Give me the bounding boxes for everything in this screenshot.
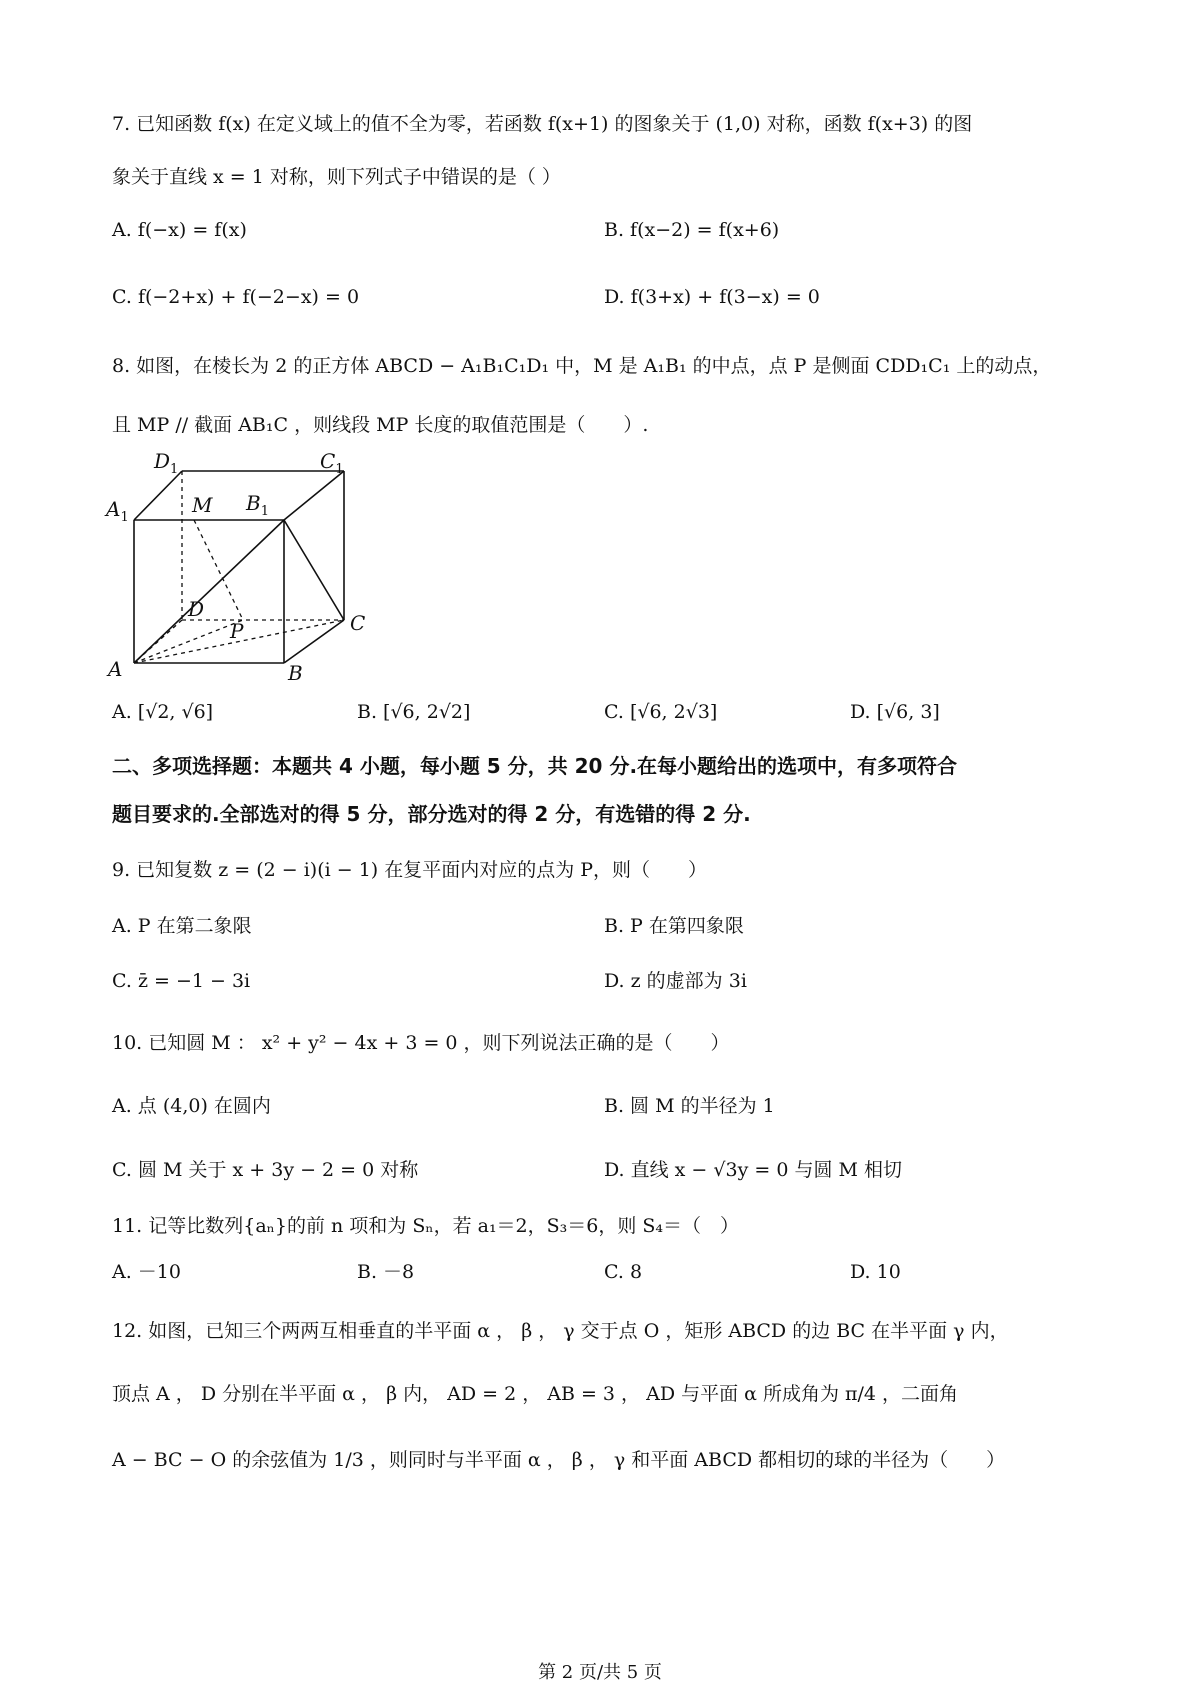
q10-stem: 10. 已知圆 M ： x² + y² − 4x + 3 = 0 ，则下列说法正确的是（ ） [112,1032,730,1054]
edge-a1-d1 [134,471,182,520]
q11-stem: 11. 记等比数列{aₙ}的前 n 项和为 Sₙ，若 a₁＝2，S₃＝6，则 S₄＝（ ） [112,1215,740,1237]
q12-stem-line3: A − BC − O 的余弦值为 1/3 ，则同时与半平面 α ， β ， γ 和平面 ABCD 都相切的球的半径为（ ） [112,1449,1006,1471]
edge-b1-c [284,520,344,620]
label-p: P [230,619,244,643]
section2-header-line2: 题目要求的.全部选对的得 5 分，部分选对的得 2 分，有选错的得 2 分. [112,802,751,826]
q8-option-a[interactable]: A. [√2, √6] [112,701,214,723]
edge-a-b1 [134,520,284,663]
section2-header-line1: 二、多项选择题：本题共 4 小题，每小题 5 分，共 20 分.在每小题给出的选项中，有多项符合 [112,754,958,778]
page-footer: 第 2 页/共 5 页 [538,1662,662,1683]
q8-stem-line1: 8. 如图，在棱长为 2 的正方体 ABCD − A₁B₁C₁D₁ 中，M 是 A₁B₁ 的中点，点 P 是侧面 CDD₁C₁ 上的动点， [112,355,1052,377]
q11-option-b[interactable]: B. －8 [357,1261,415,1283]
q8-option-d[interactable]: D. [√6, 3] [850,701,940,723]
cube-figure [100,448,390,688]
q11-option-d[interactable]: D. 10 [850,1261,901,1283]
q7-option-d[interactable]: D. f(3+x) + f(3−x) = 0 [604,286,820,308]
label-c1: $C_1$ [320,449,344,477]
label-a: A [108,657,123,681]
q8-option-c[interactable]: C. [√6, 2√3] [604,701,718,723]
q7-option-b[interactable]: B. f(x−2) = f(x+6) [604,219,780,241]
q9-stem: 9. 已知复数 z = (2 − i)(i − 1) 在复平面内对应的点为 P，则（ ） [112,859,708,881]
q7-option-c[interactable]: C. f(−2+x) + f(−2−x) = 0 [112,286,360,308]
q9-option-b[interactable]: B. P 在第四象限 [604,915,744,937]
label-c: C [350,611,366,635]
q11-option-a[interactable]: A. －10 [112,1261,181,1283]
q11-option-c[interactable]: C. 8 [604,1261,643,1283]
q8-option-b[interactable]: B. [√6, 2√2] [357,701,471,723]
q10-option-d[interactable]: D. 直线 x − √3y = 0 与圆 M 相切 [604,1159,902,1181]
q9-option-a[interactable]: A. P 在第二象限 [112,915,252,937]
label-a1: $A_1$ [106,497,129,525]
label-b1: $B_1$ [246,491,269,519]
q7-stem-line2: 象关于直线 x = 1 对称，则下列式子中错误的是（ ） [112,166,561,188]
q12-stem-line1: 12. 如图，已知三个两两互相垂直的半平面 α ， β ， γ 交于点 O ，矩形 ABCD 的边 BC 在半平面 γ 内， [112,1320,1009,1342]
q10-option-b[interactable]: B. 圆 M 的半径为 1 [604,1095,775,1117]
q10-option-a[interactable]: A. 点 (4,0) 在圆内 [112,1095,271,1117]
q10-option-c[interactable]: C. 圆 M 关于 x + 3y − 2 = 0 对称 [112,1159,419,1181]
q7-stem-line1: 7. 已知函数 f(x) 在定义域上的值不全为零，若函数 f(x+1) 的图象关于 (1,0) 对称，函数 f(x+3) 的图 [112,113,973,135]
q9-option-d[interactable]: D. z 的虚部为 3i [604,970,747,992]
label-b: B [288,661,303,685]
q12-stem-line2: 顶点 A ， D 分别在半平面 α ， β 内， AD = 2 ， AB = 3 ， AD 与平面 α 所成角为 π/4 ，二面角 [112,1383,959,1405]
q7-option-a[interactable]: A. f(−x) = f(x) [112,219,247,241]
segment-a-p-hidden [134,620,243,663]
label-d1: $D_1$ [154,449,179,477]
edge-c-b [284,620,344,663]
q8-stem-line2: 且 MP // 截面 AB₁C ，则线段 MP 长度的取值范围是（ ）. [112,414,649,436]
q9-option-c[interactable]: C. z̄ = −1 − 3i [112,970,251,992]
label-m: M [192,493,213,517]
edge-c1-b1 [284,471,344,520]
label-d: D [188,597,205,621]
